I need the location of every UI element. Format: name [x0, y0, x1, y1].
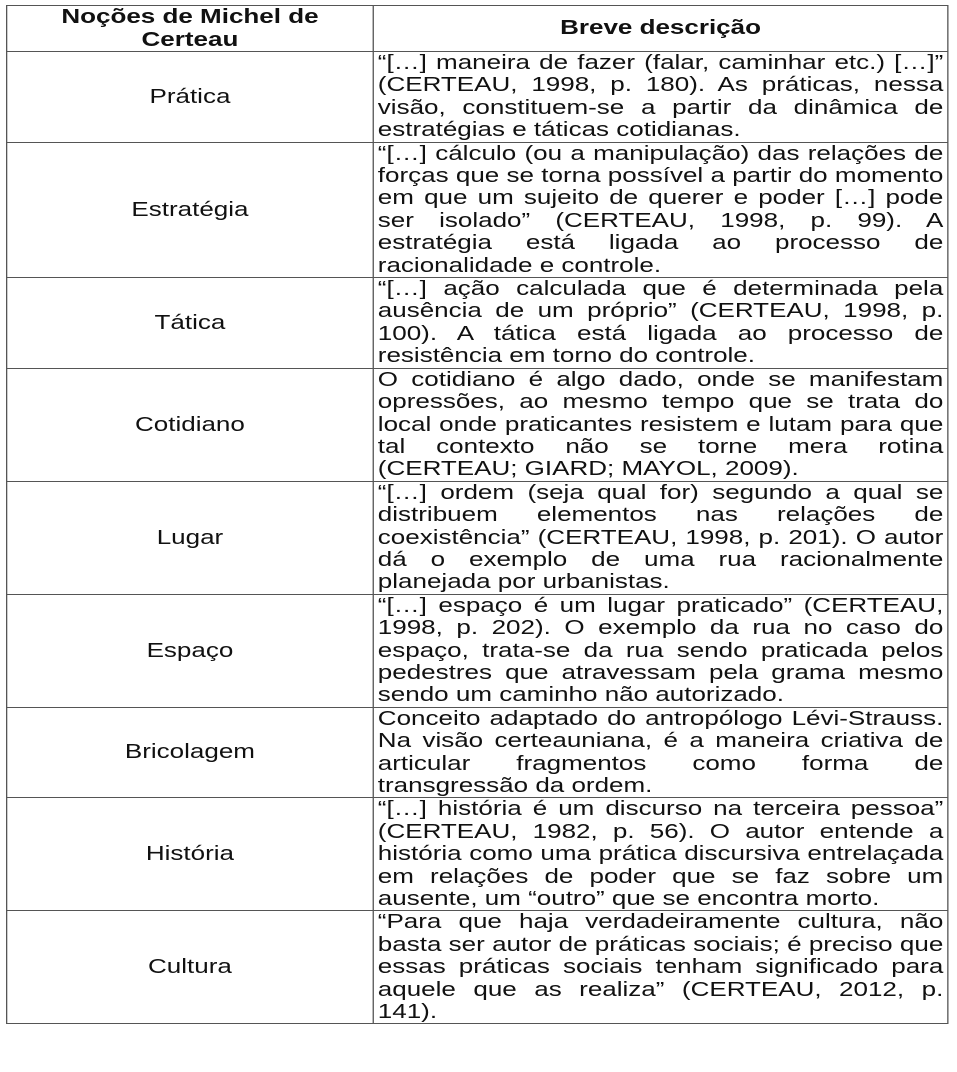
description-cell: O cotidiano é algo dado, onde se manifestam opressões, ao mesmo tempo que se trata do local onde praticantes resistem e lutam para que tal contexto não se torne mera rotina (CERTEAU; GIARD; MAYOL, 2009).: [373, 368, 948, 481]
description-cell: “[…] ação calculada que é determinada pela ausência de um próprio” (CERTEAU, 1998, p. 100). A tática está ligada ao processo de resistência em torno do controle.: [373, 278, 948, 369]
table-row: [7, 798, 948, 911]
table-header-row: [7, 6, 948, 52]
term-cell: Estratégia: [7, 142, 374, 277]
description-cell: “[…] cálculo (ou a manipulação) das relações de forças que se torna possível a partir do momento em que um sujeito de querer e poder […] pode ser isolado” (CERTEAU, 1998, p. 99). A estratégia está ligada ao processo de racionalidade e controle.: [373, 142, 948, 277]
table-row: [7, 142, 948, 277]
table-row: [7, 594, 948, 707]
description-cell: “[…] maneira de fazer (falar, caminhar etc.) […]” (CERTEAU, 1998, p. 180). As práticas, nessa visão, constituem-se a partir da dinâmica de estratégias e táticas cotidianas.: [373, 52, 948, 143]
table-row: [7, 278, 948, 369]
header-description: Breve descrição: [373, 6, 948, 52]
description-cell: “[…] história é um discurso na terceira pessoa” (CERTEAU, 1982, p. 56). O autor entende a história como uma prática discursiva entrelaçada em relações de poder que se faz sobre um ausente, um “outro” que se encontra morto.: [373, 798, 948, 911]
term-cell: Prática: [7, 52, 374, 143]
term-cell: Cultura: [7, 911, 374, 1024]
term-cell: Espaço: [7, 594, 374, 707]
description-cell: “[…] espaço é um lugar praticado” (CERTEAU, 1998, p. 202). O exemplo da rua no caso do espaço, trata-se da rua sendo praticada pelos pedestres que atravessam pela grama mesmo sendo um caminho não autorizado.: [373, 594, 948, 707]
table-row: [7, 911, 948, 1024]
term-cell: Cotidiano: [7, 368, 374, 481]
description-cell: “Para que haja verdadeiramente cultura, não basta ser autor de práticas sociais; é preciso que essas práticas sociais tenham significado para aquele que as realiza” (CERTEAU, 2012, p. 141).: [373, 911, 948, 1024]
header-notions: Noções de Michel de Certeau: [7, 6, 374, 52]
term-cell: História: [7, 798, 374, 911]
table-row: [7, 481, 948, 594]
term-cell: Bricolagem: [7, 707, 374, 798]
description-cell: Conceito adaptado do antropólogo Lévi-Strauss. Na visão certeauniana, é a maneira criativa de articular fragmentos como forma de transgressão da ordem.: [373, 707, 948, 798]
table-row: [7, 368, 948, 481]
term-cell: Tática: [7, 278, 374, 369]
table-row: [7, 52, 948, 143]
table-wrapper: [6, 5, 948, 1024]
term-cell: Lugar: [7, 481, 374, 594]
table-row: [7, 707, 948, 798]
certeau-notions-table: [6, 5, 948, 1024]
description-cell: “[…] ordem (seja qual for) segundo a qual se distribuem elementos nas relações de coexistência” (CERTEAU, 1998, p. 201). O autor dá o exemplo de uma rua racionalmente planejada por urbanistas.: [373, 481, 948, 594]
